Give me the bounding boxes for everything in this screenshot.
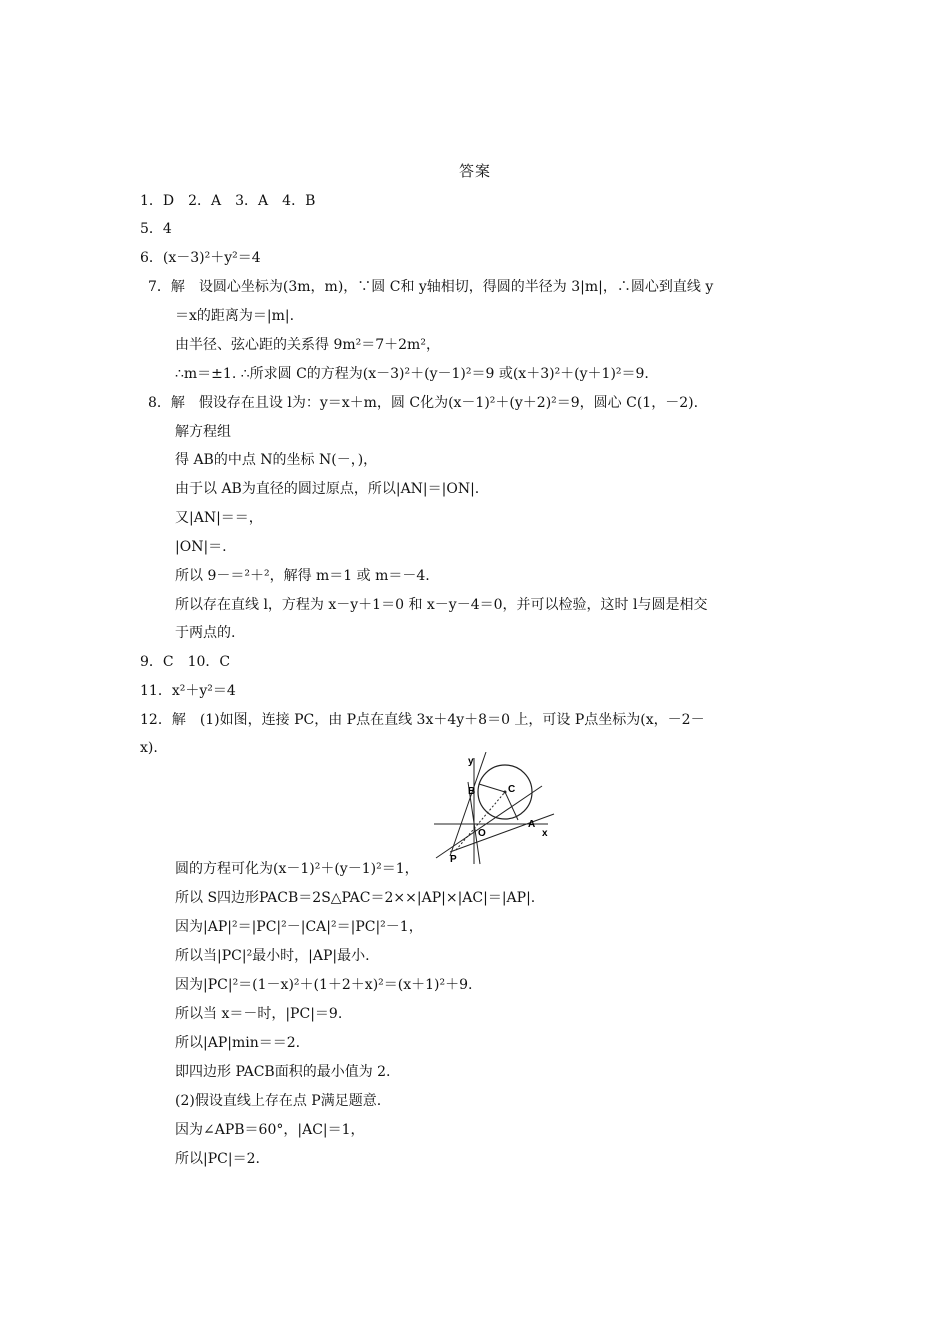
label-x: x (542, 828, 548, 839)
answer-line-1: 1．D 2．A 3．A 4．B (140, 193, 316, 209)
answer-line-28: 即四边形 PACB面积的最小值为 2. (175, 1064, 391, 1080)
label-a: A (528, 819, 536, 830)
center-point (504, 791, 507, 794)
radius-cb (479, 784, 505, 792)
answer-line-29: (2)假设直线上存在点 P满足题意. (175, 1093, 382, 1109)
answer-line-26: 所以当 x＝－时，|PC|＝9. (175, 1006, 343, 1022)
answer-line-20: x). (140, 740, 158, 756)
answer-line-4: 7．解 设圆心坐标为(3m，m)，∵圆 C和 y轴相切，得圆的半径为 3|m|，∴圆心到直线 y (148, 279, 714, 295)
answer-line-25: 因为|PC|²＝(1－x)²＋(1＋2＋x)²＝(x＋1)²＋9. (175, 977, 473, 993)
answer-line-24: 所以当|PC|²最小时，|AP|最小. (175, 948, 370, 964)
label-p: P (450, 854, 457, 865)
answer-line-2: 5．4 (140, 221, 172, 237)
line-l (436, 786, 542, 858)
tangent-pa (450, 814, 554, 852)
answer-line-21: 圆的方程可化为(x－1)²＋(y－1)²＝1， (175, 861, 419, 877)
label-y: y (468, 756, 474, 767)
radius-ca (505, 792, 518, 820)
answer-line-8: 8．解 假设存在且设 l为：y＝x＋m，圆 C化为(x－1)²＋(y＋2)²＝9，圆心 C(1，－2). (148, 395, 699, 411)
label-b: B (468, 786, 476, 797)
answer-line-19: 12．解 (1)如图，连接 PC，由 P点在直线 3x＋4y＋8＝0 上，可设 P点坐标为(x，－2－ (140, 712, 705, 728)
answer-line-10: 得 AB的中点 N的坐标 N(－，)， (175, 452, 378, 468)
answer-line-9: 解方程组 (175, 424, 231, 440)
page-title: 答案 (458, 162, 491, 180)
answer-line-6: 由半径、弦心距的关系得 9m²＝7＋2m²， (175, 337, 440, 353)
answer-line-18: 11．x²＋y²＝4 (140, 683, 236, 699)
answer-line-31: 所以|PC|＝2. (175, 1151, 260, 1167)
answer-line-11: 由于以 AB为直径的圆过原点，所以|AN|＝|ON|. (175, 481, 480, 497)
answer-line-5: ＝x的距离为＝|m|. (175, 308, 295, 324)
geometry-figure (430, 752, 560, 866)
answer-line-22: 所以 S四边形PACB＝2S△PAC＝2××|AP|×|AC|＝|AP|. (175, 890, 536, 906)
answer-line-15: 所以存在直线 l，方程为 x－y＋1＝0 和 x－y－4＝0，并可以检验，这时 l与圆是相交 (175, 597, 708, 613)
answer-line-12: 又|AN|＝＝， (175, 510, 263, 526)
answer-line-16: 于两点的. (175, 625, 236, 641)
answer-line-3: 6．(x－3)²＋y²＝4 (140, 250, 261, 266)
answer-line-23: 因为|AP|²＝|PC|²－|CA|²＝|PC|²－1， (175, 919, 423, 935)
answer-line-14: 所以 9－＝²＋²，解得 m＝1 或 m＝－4. (175, 568, 430, 584)
answer-line-7: ∴m＝±1. ∴所求圆 C的方程为(x－3)²＋(y－1)²＝9 或(x＋3)²＋(y＋1)²＝9. (175, 366, 649, 382)
label-o: O (478, 828, 486, 839)
label-c: C (508, 784, 516, 795)
answer-line-30: 因为∠APB＝60°，|AC|＝1， (175, 1122, 365, 1138)
answer-line-27: 所以|AP|min＝＝2. (175, 1035, 301, 1051)
answer-line-13: |ON|＝. (175, 539, 227, 555)
answer-line-17: 9．C 10．C (140, 654, 231, 670)
